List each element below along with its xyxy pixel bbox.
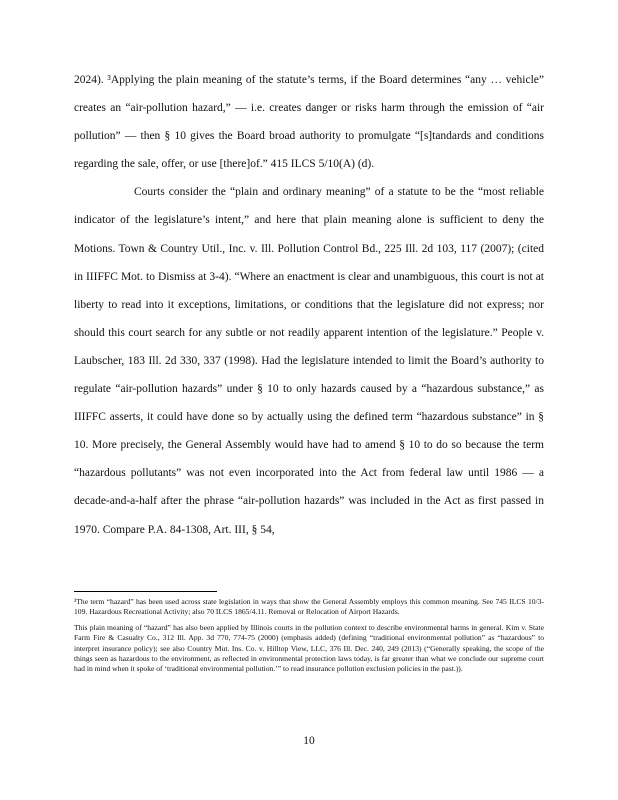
body-text [74, 66, 544, 544]
paragraph: Courts consider the “plain and ordinary meaning” of a statute to be the “most reliable indicator of the legislature’s intent,” and here that plain meaning alone is sufficient to deny the Motions. Town & Country Util., Inc. v. Ill. Pollution Control Bd., 225 Ill. 2d 103, 117 (2007); (cited in IIIFFC Mot. to Dismiss at 3-4). “Where an enactment is clear and unambiguous, this court is not at liberty to read into it exceptions, limitations, or conditions that the legislature did not express; nor should this court search for any subtle or not readily apparent intention of the legislature.” People v. Laubscher, 183 Ill. 2d 330, 337 (1998). Had the legislature intended to limit the Board’s authority to regulate “air-pollution hazards” under § 10 to only hazards caused by a “hazardous substance,” as IIIFFC asserts, it could have done so by actually using the defined term “hazardous substance” in § 10. More precisely, the General Assembly would have had to amend § 10 to do so because the term “hazardous pollutants” was not even incorporated into the Act from federal law until 1986 — a decade-and-a-half after the phrase “air-pollution hazards” was included in the Act as first passed in 1970. Compare P.A. 84-1308, Art. III, § 54, [74, 186, 544, 536]
footnote: This plain meaning of “hazard” has also been applied by Illinois courts in the pollution context to describe environmental harms in general. Kim v. State Farm Fire & Casualty Co., 312 Ill. App. 3d 770, 774-75 (2000) (emphasis added) (defining “traditional environmental pollution” as “hazardous” to interpret insurance policy); see also Country Mut. Ins. Co. v. Hilltop View, LLC, 376 Ill. Dec. 240, 249 (2013) (“Generally speaking, the scope of the things seen as hazardous to the environment, as reflected in environmental protection laws today, is far greater than what we conclude our supreme court had in mind when it spoke of ‘traditional environmental pollution.’” to read insurance pollution exclusion policies in the past.)). [74, 622, 544, 674]
page-number: 10 [303, 735, 315, 747]
footnote: ³The term “hazard” has been used across state legislation in ways that show the General Assembly employs this common meaning. See 745 ILCS 10/3-109. Hazardous Recreational Activity; also 70 ILCS 1865/4.11. Removal or Relocation of Airport Hazards. [74, 597, 544, 617]
paragraph: 2024). ³Applying the plain meaning of the statute’s terms, if the Board determines “any … vehicle” creates an “air-pollution hazard,” — i.e. creates danger or risks harm through the emission of “air pollution” — then § 10 gives the Board broad authority to promulgate “[s]tandards and conditions regarding the sale, offer, or use [there]of.” 415 ILCS 5/10(A) (d). [74, 74, 544, 171]
footnote-separator [74, 591, 217, 592]
footnotes [74, 597, 544, 680]
